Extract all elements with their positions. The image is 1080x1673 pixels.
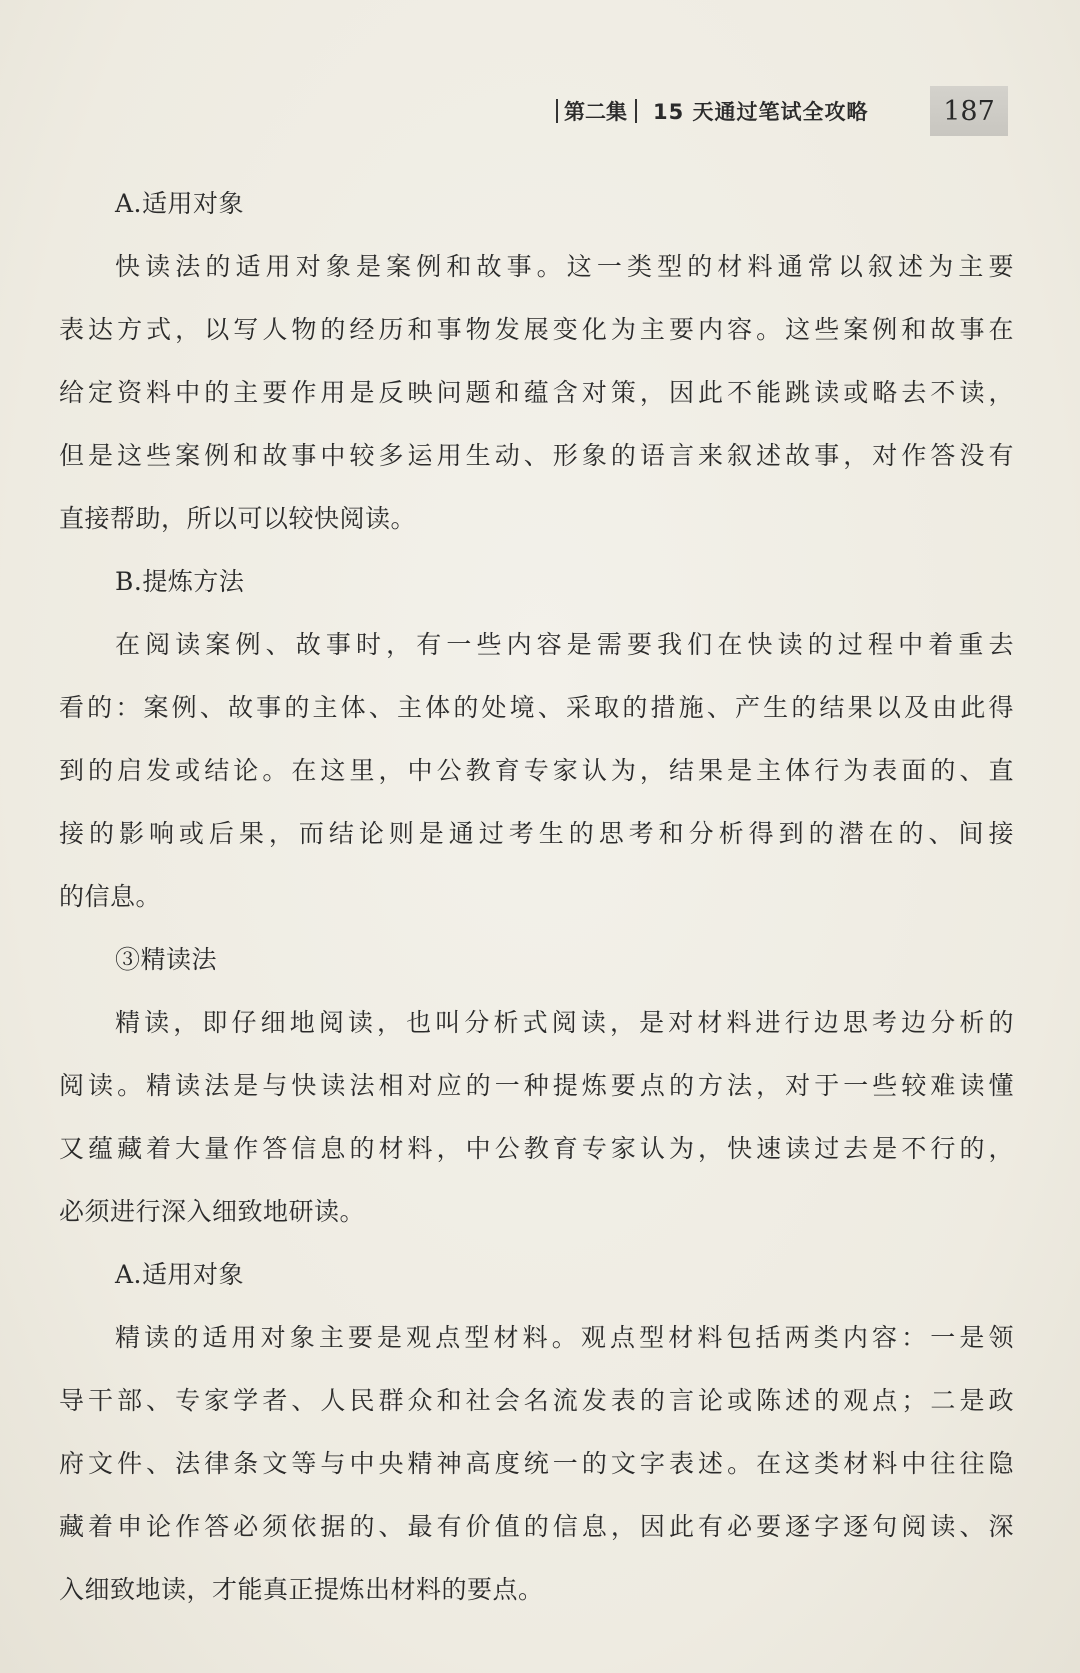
subhead: B.提炼方法 [115, 567, 245, 596]
paragraph-line: 必须进行深入细致地研读。 [59, 1197, 366, 1226]
paragraph-line: 精读的适用对象主要是观点型材料。观点型材料包括两类内容：一是领 [115, 1323, 1014, 1352]
series-label: 第二集 [564, 100, 627, 124]
paragraph-line: 藏着申论作答必须依据的、最有价值的信息，因此有必要逐字逐句阅读、深 [59, 1512, 1014, 1541]
subhead: ③精读法 [115, 945, 218, 974]
paragraph-line: 又蕴藏着大量作答信息的材料，中公教育专家认为，快速读过去是不行的， [59, 1134, 1014, 1163]
running-head [550, 88, 869, 134]
paragraph [59, 613, 1014, 928]
paragraph-line: 到的启发或结论。在这里，中公教育专家认为，结果是主体行为表面的、直 [59, 756, 1014, 785]
divider-bar [635, 99, 637, 123]
paragraph-line: 但是这些案例和故事中较多运用生动、形象的语言来叙述故事，对作答没有 [59, 441, 1014, 470]
paragraph-line: 入细致地读，才能真正提炼出材料的要点。 [59, 1575, 544, 1604]
paragraph-line: 导干部、专家学者、人民群众和社会名流发表的言论或陈述的观点；二是政 [59, 1386, 1014, 1415]
subhead: A.适用对象 [115, 1260, 245, 1289]
paragraph [59, 991, 1014, 1243]
paragraph-line: 府文件、法律条文等与中央精神高度统一的文字表述。在这类材料中往往隐 [59, 1449, 1014, 1478]
body-text [59, 172, 1014, 1621]
paragraph [59, 235, 1014, 550]
divider-bar [556, 99, 558, 123]
paragraph-line: 的信息。 [59, 882, 162, 911]
paragraph-line: 给定资料中的主要作用是反映问题和蕴含对策，因此不能跳读或略去不读， [59, 378, 1014, 407]
book-title: 15 天通过笔试全攻略 [653, 100, 869, 124]
paragraph-line: 直接帮助，所以可以较快阅读。 [59, 504, 417, 533]
paragraph [59, 1306, 1014, 1621]
subhead: A.适用对象 [115, 189, 245, 218]
page-number [930, 86, 1008, 136]
paragraph-line: 精读，即仔细地阅读，也叫分析式阅读，是对材料进行边思考边分析的 [115, 1008, 1014, 1037]
paragraph-line: 快读法的适用对象是案例和故事。这一类型的材料通常以叙述为主要 [115, 252, 1014, 281]
paragraph-line: 看的：案例、故事的主体、主体的处境、采取的措施、产生的结果以及由此得 [59, 693, 1014, 722]
paragraph-line: 阅读。精读法是与快读法相对应的一种提炼要点的方法，对于一些较难读懂 [59, 1071, 1014, 1100]
paragraph-line: 表达方式，以写人物的经历和事物发展变化为主要内容。这些案例和故事在 [59, 315, 1014, 344]
paragraph-line: 在阅读案例、故事时，有一些内容是需要我们在快读的过程中着重去 [115, 630, 1014, 659]
paragraph-line: 接的影响或后果，而结论则是通过考生的思考和分析得到的潜在的、间接 [59, 819, 1014, 848]
page-number-text: 187 [943, 95, 995, 127]
